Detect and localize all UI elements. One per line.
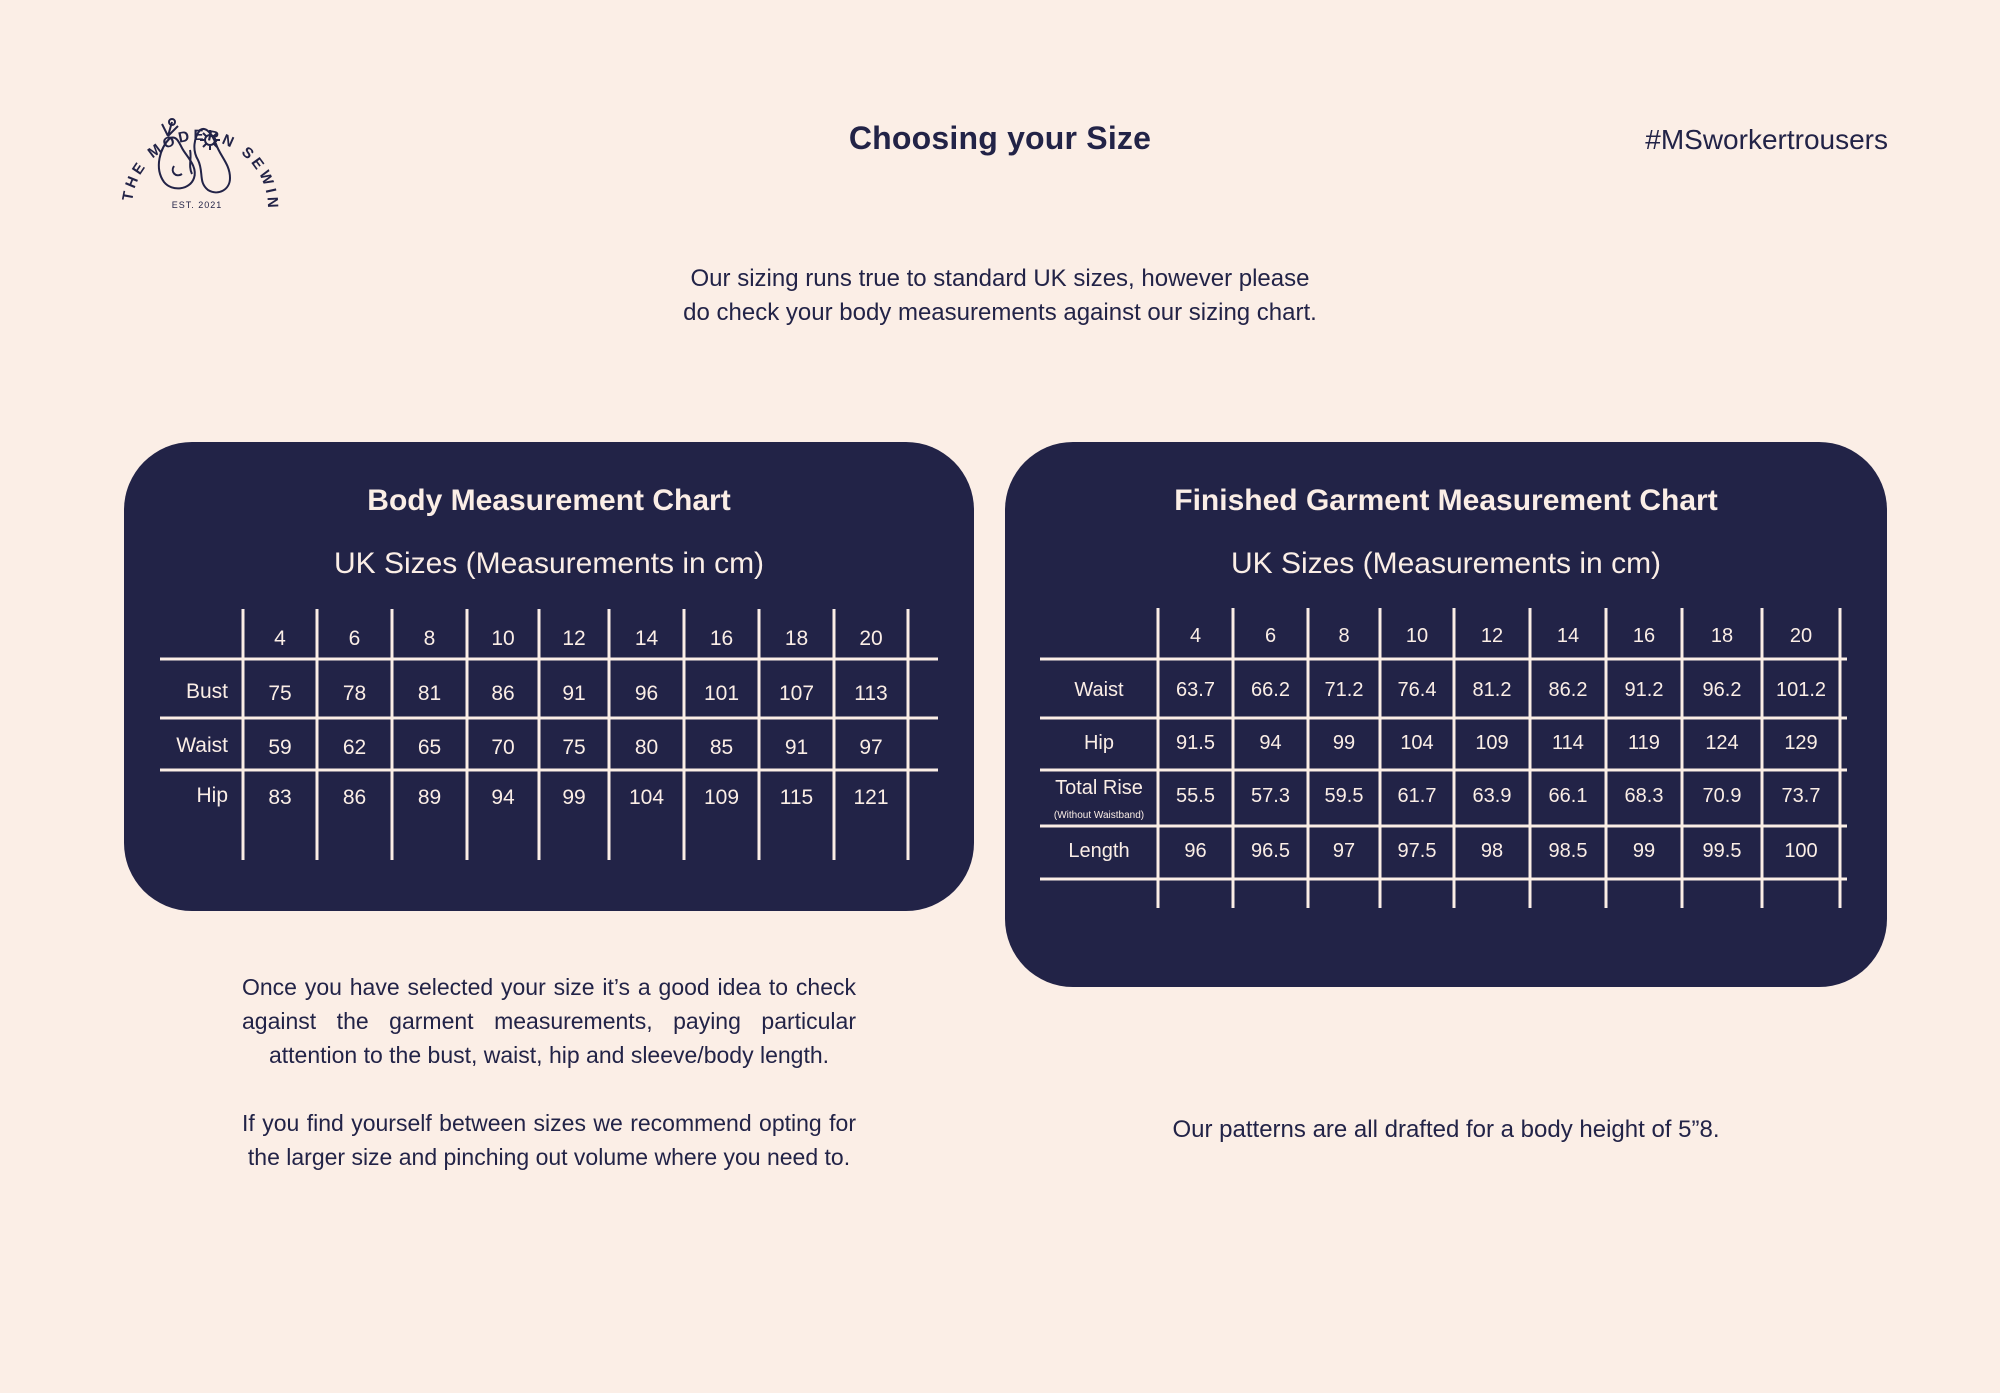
body-table-size-header: 4 [274,627,286,650]
body-table-cell: 65 [417,736,442,759]
brand-name: THE MODERN SEWIN [119,126,282,212]
garment-table-size-header: 8 [1338,625,1350,647]
body-table-cell: 109 [703,786,740,809]
body-measurement-table [124,442,974,911]
garment-table-cell: 66.1 [1548,785,1588,807]
body-table-cell: 83 [268,786,292,809]
body-table-size-header: 6 [348,627,361,650]
garment-measurement-card [1005,442,1887,987]
garment-table-cell: 81.2 [1472,679,1512,701]
garment-table-cell: 63.9 [1472,785,1512,807]
intro-line-2: do check your body measurements against our sizing chart. [683,299,1317,326]
hashtag: #MSworkertrousers [1645,124,1888,155]
garment-table-cell: 99 [1632,840,1656,862]
body-table-size-header: 16 [709,627,734,650]
intro-line-1: Our sizing runs true to standard UK sizes, however please [690,265,1310,292]
body-table-cell: 101 [703,682,740,705]
page-title: Choosing your Size [848,120,1152,156]
garment-table-size-header: 6 [1264,625,1277,647]
body-note-paragraph-1: Once you have selected your size it’s a good idea to check against the garment measurements, paying particular attention to the bust, waist, hip and sleeve/body length. [242,974,856,1068]
body-table-cell: 75 [562,736,586,759]
garment-table-cell: 124 [1705,732,1739,754]
body-table-size-header: 10 [491,627,515,650]
garment-table-size-header: 12 [1480,625,1504,647]
garment-table-row-label: Waist [1074,679,1124,701]
garment-table-cell: 73.7 [1781,785,1821,807]
garment-table-cell: 114 [1552,732,1584,754]
body-table-cell: 80 [634,736,659,759]
body-table-cell: 121 [853,786,889,809]
garment-table-cell: 91.2 [1624,679,1664,701]
garment-table-size-header: 10 [1405,625,1429,647]
garment-table-row-sublabel: (Without Waistband) [1053,810,1145,821]
garment-table-cell: 97.5 [1397,840,1437,862]
garment-table-cell: 55.5 [1176,785,1215,807]
garment-table-cell: 119 [1628,732,1660,754]
garment-table-cell: 91.5 [1176,732,1215,754]
intro-text [600,262,1400,330]
garment-table-cell: 86.2 [1548,679,1588,701]
garment-measurement-table [1005,442,1887,987]
garment-table-cell: 96.5 [1251,840,1290,862]
garment-table-size-header: 20 [1789,625,1813,647]
body-table-cell: 86 [491,682,515,705]
body-table-cell: 85 [709,736,734,759]
body-table-cell: 96 [634,682,659,705]
garment-table-cell: 68.3 [1624,785,1664,807]
garment-table-cell: 104 [1400,732,1434,754]
garment-table-cell: 57.3 [1251,785,1290,807]
garment-table-cell: 98 [1480,840,1504,862]
garment-table-cell: 59.5 [1324,785,1364,807]
garment-table-row-label: Hip [1083,732,1115,754]
garment-chart-subtitle: UK Sizes (Measurements in cm) [1230,547,1662,580]
body-chart-title: Body Measurement Chart [367,484,731,517]
body-table-row-label: Hip [196,784,228,807]
body-table-cell: 94 [491,786,515,809]
garment-table-cell: 99 [1332,732,1356,754]
body-table-cell: 62 [342,736,367,759]
garment-table-row-label: Total Rise [1055,777,1143,799]
garment-table-size-header: 18 [1710,625,1734,647]
body-table-cell: 99 [562,786,586,809]
body-table-row-label: Waist [176,734,228,757]
body-table-size-header: 18 [784,627,809,650]
body-table-size-header: 8 [423,627,436,650]
garment-table-cell: 96.2 [1702,679,1742,701]
garment-note: Our patterns are all drafted for a body height of 5”8. [1172,1116,1720,1143]
body-table-cell: 75 [268,682,292,705]
garment-table-cell: 96 [1184,840,1207,862]
brand-est: EST. 2021 [171,200,223,210]
garment-table-size-header: 14 [1556,625,1580,647]
body-table-cell: 78 [342,682,367,705]
garment-table-cell: 109 [1475,732,1509,754]
garment-table-size-header: 16 [1632,625,1656,647]
garment-table-cell: 61.7 [1397,785,1437,807]
body-chart-subtitle: UK Sizes (Measurements in cm) [333,547,765,580]
garment-chart-title: Finished Garment Measurement Chart [1174,484,1718,517]
garment-table-size-header: 4 [1189,625,1202,647]
garment-table-cell: 63.7 [1176,679,1215,701]
body-table-cell: 113 [854,682,888,705]
body-table-size-header: 14 [634,627,659,650]
garment-table-cell: 98.5 [1548,840,1588,862]
garment-table-cell: 100 [1784,840,1818,862]
body-table-cell: 91 [784,736,809,759]
body-table-cell: 107 [778,682,815,705]
body-table-size-header: 12 [562,627,586,650]
body-table-row-label: Bust [185,680,228,703]
garment-table-cell: 97 [1332,840,1356,862]
garment-table-cell: 66.2 [1251,679,1290,701]
body-table-cell: 81 [417,682,442,705]
body-table-cell: 59 [268,736,292,759]
body-table-cell: 70 [491,736,515,759]
garment-table-cell: 71.2 [1324,679,1364,701]
garment-table-cell: 70.9 [1702,785,1742,807]
body-table-cell: 91 [562,682,586,705]
garment-table-cell: 76.4 [1397,679,1437,701]
garment-table-cell: 99.5 [1702,840,1742,862]
body-table-size-header: 20 [859,627,883,650]
garment-table-cell: 94 [1259,732,1282,754]
body-table-cell: 89 [417,786,442,809]
garment-table-cell: 101.2 [1775,679,1827,701]
body-table-cell: 86 [342,786,367,809]
body-table-cell: 115 [779,786,814,809]
body-note [242,970,856,1208]
body-measurement-card [124,442,974,911]
garment-table-cell: 129 [1784,732,1818,754]
body-note-paragraph-2: If you find yourself between sizes we recommend opting for the larger size and pinching out volume where you need to. [242,1110,856,1170]
body-table-cell: 97 [859,736,883,759]
body-table-cell: 104 [628,786,665,809]
garment-table-row-label: Length [1068,840,1130,862]
